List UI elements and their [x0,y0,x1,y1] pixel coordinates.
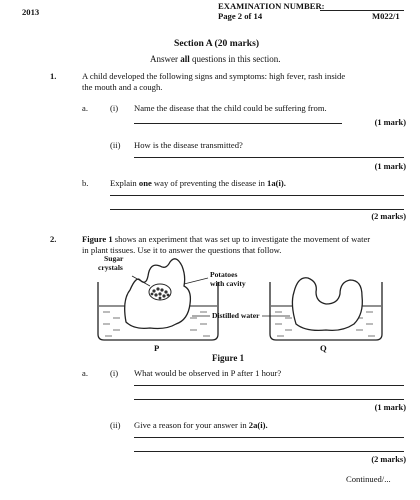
q2-stem-line1: Figure 1 shows an experiment that was set up to investigate the movement of water [82,234,371,244]
label-sugar-1: Sugar [104,254,124,263]
header-year: 2013 [22,7,40,17]
q2-number: 2. [50,234,57,244]
q1a-label: a. [82,103,88,113]
section-title: Section A (20 marks) [174,38,260,49]
q1-stem-line2: the mouth and a cough. [82,82,163,92]
section-instruction: Answer all questions in this section. [150,54,281,64]
q1-stem-line1: A child developed the following signs and symptoms: high fever, rash inside [82,71,346,81]
q1aii-label: (ii) [110,140,121,150]
label-sugar-2: crystals [98,263,123,272]
potato-q [292,278,362,331]
label-potato-1: Potatoes [210,270,238,279]
q2ai-text: What would be observed in P after 1 hour? [134,368,282,378]
q1ai-text: Name the disease that the child could be suffering from. [134,103,327,113]
figure-caption: Figure 1 [212,353,245,363]
label-q: Q [320,343,327,353]
label-p: P [154,343,160,353]
q2ai-label: (i) [110,368,119,378]
q1-number: 1. [50,71,57,81]
q1b-label: b. [82,178,89,188]
q1ai-label: (i) [110,103,119,113]
q1aii-text: How is the disease transmitted? [134,140,243,150]
continued-note: Continued/... [346,474,391,484]
q2ai-mark: (1 mark) [374,403,406,412]
potato-p [125,259,191,329]
q2a-label: a. [82,368,88,378]
q2aii-text: Give a reason for your answer in 2a(i). [134,420,268,430]
q2aii-mark: (2 marks) [371,455,406,464]
q2ai-answer-line-2[interactable] [134,399,404,400]
page-indicator: Page 2 of 14 [218,11,263,21]
q1aii-mark: (1 mark) [374,162,406,171]
label-potato-2: with cavity [210,279,246,288]
paper-code: M022/1 [372,11,400,21]
label-distilled-water: Distilled water [212,311,260,320]
q2ai-answer-line-1[interactable] [134,385,404,386]
q1b-mark: (2 marks) [371,212,406,221]
q1ai-mark: (1 mark) [374,118,406,127]
q2aii-answer-line-1[interactable] [134,437,404,438]
exam-number-label: EXAMINATION NUMBER: [218,1,325,11]
leader-potato [184,278,208,284]
q1b-text: Explain one way of preventing the disease in 1a(i). [110,178,286,188]
q2aii-label: (ii) [110,420,121,430]
q2aii-answer-line-2[interactable] [134,451,404,452]
q2-stem-line2: in plant tissues. Use it to answer the questions that follow. [82,245,282,255]
